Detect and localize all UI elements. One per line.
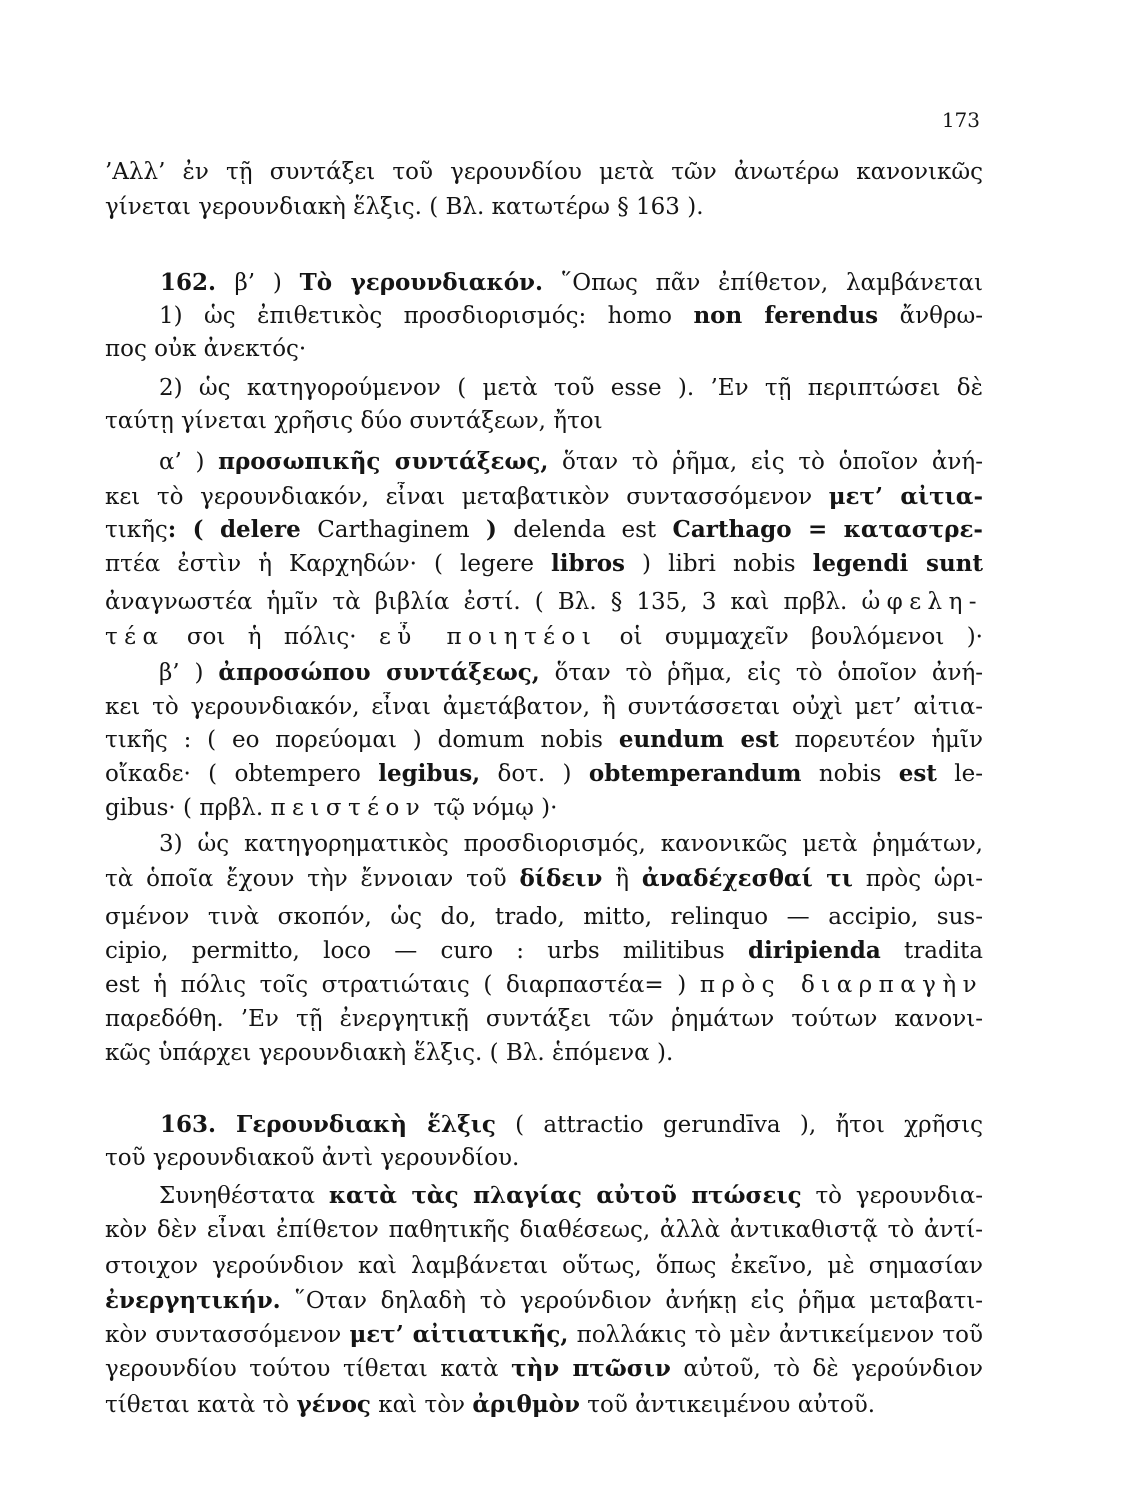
bold-term: legendi sunt xyxy=(812,550,983,577)
section-162-line xyxy=(105,622,983,652)
text-run: παρεδόθη. ’Εν τῇ ἐνεργητικῇ συντάξει τῶν ῥημάτων τούτων κανονι- xyxy=(105,1006,983,1032)
text-run: ἢ xyxy=(602,866,642,892)
section-number: 162. xyxy=(160,269,235,296)
bold-term: ἀριθμὸν xyxy=(472,1391,580,1418)
spaced-text: τέα xyxy=(105,624,165,650)
section-162-line xyxy=(105,1004,983,1034)
text-run: σοι ἡ πόλις· xyxy=(164,624,379,650)
text-run: ῞Οταν δηλαδὴ τὸ γερούνδιον ἀνήκῃ εἰς ῥῆμα μεταβατι- xyxy=(280,1288,983,1314)
text-run: τίθεται κατὰ τὸ xyxy=(105,1392,297,1418)
bold-term: δίδειν xyxy=(519,865,603,892)
text-run: πολλάκις τὸ μὲν ἀντικείμενον τοῦ xyxy=(568,1322,983,1348)
text-run: κει τὸ γερουνδιακόν, εἶναι ἀμετάβατον, ἢ συντάσσεται οὐχὶ μετ’ αἰτια- xyxy=(105,694,983,720)
text-run: τὰ ὁποῖα ἔχουν τὴν ἔννοιαν τοῦ xyxy=(105,866,520,892)
section-162-line xyxy=(105,793,983,823)
section-162-line xyxy=(105,864,983,894)
text-run: οἱ συμμαχεῖν βουλόμενοι )· xyxy=(597,624,983,650)
text-run: καὶ τὸν xyxy=(370,1392,473,1418)
bold-term: γένος xyxy=(296,1391,371,1418)
text-run: στοιχον γερούνδιον καὶ λαμβάνεται οὕτως, ὅπως ἐκεῖνο, μὲ σημασίαν xyxy=(105,1253,983,1279)
text-run: σμένον τινὰ σκοπόν, ὡς do, trado, mitto, relinquo — accipio, sus- xyxy=(105,904,983,930)
text-run: δοτ. ) xyxy=(480,761,589,787)
bold-term: legibus, xyxy=(378,760,481,787)
bold-term: τὴν πτῶσιν xyxy=(511,1355,671,1382)
text-run: τῷ νόμῳ )· xyxy=(426,795,558,821)
text-run: κῶς ὑπάρχει γερουνδιακὴ ἕλξις. ( Βλ. ἑπόμενα ). xyxy=(105,1040,674,1066)
text-run: οἴκαδε· ( obtempero xyxy=(105,761,379,787)
bold-term: μετ’ αἰτια- xyxy=(828,483,983,510)
bold-term: diripienda xyxy=(747,937,881,964)
text-run: β’ ) xyxy=(234,270,300,296)
text-run: 2) ὡς κατηγορούμενον ( μετὰ τοῦ esse ). ’Εν τῇ περιπτώσει δὲ xyxy=(159,375,983,401)
section-162-line xyxy=(105,902,983,932)
text-run: γίνεται γερουνδιακὴ ἕλξις. ( Βλ. κατωτέρω § 163 ). xyxy=(105,194,704,220)
text-run: κὸν συντασσόμενον xyxy=(105,1322,350,1348)
section-162-line xyxy=(159,658,983,688)
bold-term: non ferendus xyxy=(693,302,879,329)
text-run: est ἡ πόλις τοῖς στρατιώταις ( διαρπαστέα= ) xyxy=(105,972,700,998)
section-163-line xyxy=(105,1215,983,1245)
section-162-line xyxy=(159,301,983,331)
section-163-line xyxy=(160,1110,983,1140)
section-162-line xyxy=(105,515,983,545)
section-162-line xyxy=(105,482,983,512)
text-run: πορευτέον ἡμῖν xyxy=(778,727,983,753)
bold-term: Τὸ γερουνδιακόν. xyxy=(299,269,544,296)
bold-term: obtemperandum xyxy=(588,760,802,787)
section-163-line xyxy=(159,1181,983,1211)
text-run: ἀναγνωστέα ἡμῖν τὰ βιβλία ἐστί. ( Βλ. § 135, 3 καὶ πρβλ. xyxy=(105,589,862,615)
text-run: τοῦ ἀντικειμένου αὐτοῦ. xyxy=(579,1392,876,1418)
text-run: κὸν δὲν εἶναι ἐπίθετον παθητικῆς διαθέσεως, ἀλλὰ ἀντικαθιστᾷ τὸ ἀντί- xyxy=(105,1217,983,1243)
text-run: le- xyxy=(936,761,983,787)
bold-term: : ( delere xyxy=(167,516,318,543)
section-163-line xyxy=(105,1251,983,1281)
text-run: Carthaginem xyxy=(317,517,470,543)
text-run: τικῆς xyxy=(105,517,168,543)
spaced-text: πρὸς διαρπαγὴν xyxy=(699,972,983,998)
bold-term: κατὰ τὰς πλαγίας αὐτοῦ πτώσεις xyxy=(328,1182,802,1209)
text-run: Συνηθέστατα xyxy=(159,1183,329,1209)
text-run: ταύτῃ γίνεται χρῆσις δύο συντάξεων, ἤτοι xyxy=(105,408,603,434)
spaced-text: ὠφελη- xyxy=(861,589,983,615)
text-run: ὅταν τὸ ῥῆμα, εἰς τὸ ὁποῖον ἀνή- xyxy=(539,660,983,686)
section-162-line xyxy=(159,447,983,477)
spaced-text: πειστέον xyxy=(270,795,427,821)
text-run: πρὸς ὡρι- xyxy=(852,866,983,892)
text-run: τὸ γερουνδια- xyxy=(801,1183,983,1209)
bold-term: μετ’ αἰτιατικῆς, xyxy=(349,1321,569,1348)
bold-term: est xyxy=(898,760,937,787)
section-162-line xyxy=(105,406,983,436)
text-run: τικῆς : ( eo πορεύομαι ) domum nobis xyxy=(105,727,619,753)
section-163-line xyxy=(105,1320,983,1350)
text-run: gibus· ( πρβλ. xyxy=(105,795,271,821)
text-run: ῞Οπως πᾶν ἐπίθετον, λαμβάνεται xyxy=(543,270,983,296)
intro-line xyxy=(105,157,983,187)
bold-term: ἀναδέχεσθαί τι xyxy=(641,865,853,892)
text-run: tradita xyxy=(880,938,983,964)
bold-term: eundum est xyxy=(618,726,779,753)
text-run: 3) ὡς κατηγορηματικὸς προσδιορισμός, κανονικῶς μετὰ ῥημάτων, xyxy=(159,831,983,857)
section-163-line xyxy=(105,1286,983,1316)
text-run: πτέα ἐστὶν ἡ Καρχηδών· ( legere xyxy=(105,551,552,577)
text-run: nobis xyxy=(801,761,899,787)
section-162-line xyxy=(105,759,983,789)
section-number: 163. xyxy=(160,1111,236,1138)
bold-term: ) xyxy=(469,516,514,543)
text-run: delenda est xyxy=(513,517,657,543)
section-162-line xyxy=(105,334,983,364)
text-run: ’Αλλ’ ἐν τῇ συντάξει τοῦ γερουνδίου μετὰ τῶν ἀνωτέρω κανονικῶς xyxy=(105,159,983,185)
bold-term: ἀπροσώπου συντάξεως, xyxy=(218,659,540,686)
section-162-line xyxy=(105,549,983,579)
bold-term: ἐνεργητικήν. xyxy=(105,1287,281,1314)
bold-term: Carthago = καταστρε- xyxy=(656,516,983,543)
section-162-line xyxy=(105,1038,983,1068)
text-run: ἄνθρω- xyxy=(878,303,983,329)
text-run: cipio, permitto, loco — curo : urbs militibus xyxy=(105,938,748,964)
text-run: τοῦ γερουνδιακοῦ ἀντὶ γερουνδίου. xyxy=(105,1145,520,1171)
bold-term: Γερουνδιακὴ ἕλξις xyxy=(236,1111,496,1138)
section-162-line xyxy=(105,725,983,755)
section-162-line xyxy=(159,829,983,859)
bold-term: προσωπικῆς συντάξεως, xyxy=(218,448,549,475)
bold-term: libros xyxy=(551,550,625,577)
spaced-text: εὖ ποιητέοι xyxy=(378,624,598,650)
text-run: 1) ὡς ἐπιθετικὸς προσδιορισμός: homo xyxy=(159,303,694,329)
section-162-line xyxy=(105,692,983,722)
text-run: ὅταν τὸ ῥῆμα, εἰς τὸ ὁποῖον ἀνή- xyxy=(548,449,983,475)
page-number: 173 xyxy=(941,108,980,132)
section-162-line xyxy=(105,936,983,966)
section-162-line xyxy=(105,970,983,1000)
text-run: ) libri nobis xyxy=(624,551,813,577)
intro-line xyxy=(105,192,983,222)
text-run: κει τὸ γερουνδιακόν, εἶναι μεταβατικὸν συντασσόμενον xyxy=(105,484,829,510)
text-run: β’ ) xyxy=(159,660,219,686)
text-run: πος οὐκ ἀνεκτός· xyxy=(105,336,307,362)
text-run: α’ ) xyxy=(159,449,219,475)
text-run: ( attractio gerundīva ), ἤτοι χρῆσις xyxy=(495,1112,983,1138)
section-162-line xyxy=(160,268,983,298)
section-163-line xyxy=(105,1143,983,1173)
section-163-line xyxy=(105,1390,983,1420)
text-run: αὐτοῦ, τὸ δὲ γερούνδιον xyxy=(670,1356,983,1382)
section-162-line xyxy=(105,587,983,617)
text-run: γερουνδίου τούτου τίθεται κατὰ xyxy=(105,1356,512,1382)
section-162-line xyxy=(159,373,983,403)
section-163-line xyxy=(105,1354,983,1384)
